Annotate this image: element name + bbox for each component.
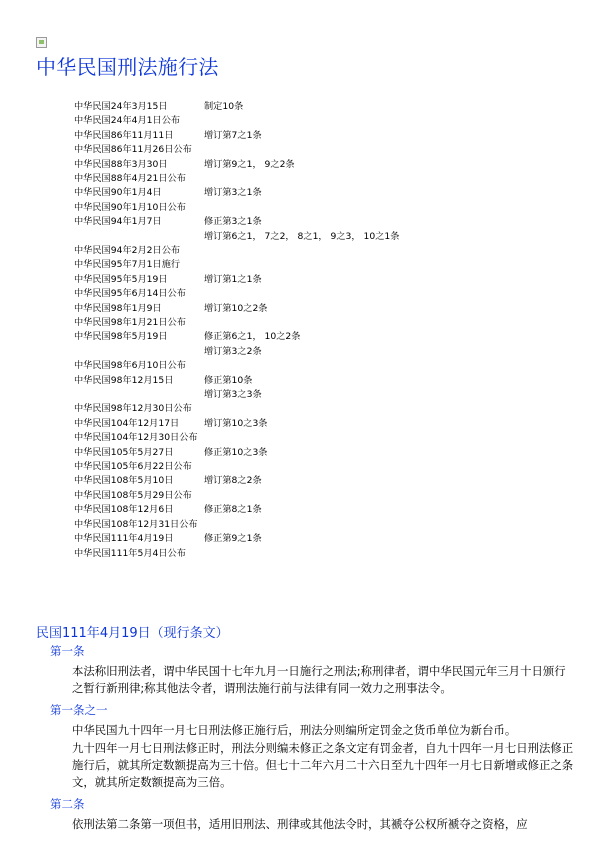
history-change-line: 修正第8之1条 — [204, 504, 262, 516]
article-title: 第二条 — [50, 797, 85, 811]
history-change-line: 修正第9之1条 — [204, 533, 262, 545]
history-row — [74, 503, 554, 517]
history-change-line: 增订第1之1条 — [204, 273, 262, 285]
history-date: 中华民国88年4月21日公布 — [74, 173, 186, 185]
history-date: 中华民国98年1月21日公布 — [74, 317, 186, 329]
history-row — [74, 287, 554, 301]
history-changes — [204, 158, 554, 172]
history-changes — [204, 474, 554, 488]
article-paragraph: 中华民国九十四年一月七日刑法修正施行后，刑法分则编所定罚金之货币单位为新台币。 — [72, 723, 517, 737]
article-body — [72, 663, 575, 697]
article-paragraph: 本法称旧刑法者，谓中华民国十七年九月一日施行之刑法;称刑律者，谓中华民国元年三月十日颁行之暂行新刑律;称其他法令者，谓刑法施行前与法律有同一效力之刑事法令。 — [72, 664, 566, 695]
history-date: 中华民国108年5月10日 — [74, 475, 174, 487]
history-date: 中华民国95年7月1日施行 — [74, 259, 181, 271]
history-changes — [204, 244, 554, 258]
history-changes — [204, 172, 554, 186]
history-row — [74, 532, 554, 546]
history-changes — [204, 446, 554, 460]
history-changes — [204, 460, 554, 474]
history-row — [74, 114, 554, 128]
history-date: 中华民国111年5月4日公布 — [74, 547, 186, 559]
history-date: 中华民国98年6月10日公布 — [74, 360, 186, 372]
history-changes — [204, 518, 554, 532]
history-changes — [204, 143, 554, 157]
article-body — [72, 722, 575, 791]
history-changes — [204, 417, 554, 431]
history-row — [74, 172, 554, 186]
history-row — [74, 129, 554, 143]
history-row — [74, 215, 554, 244]
history-row — [74, 518, 554, 532]
article — [50, 797, 575, 833]
history-row — [74, 547, 554, 561]
history-change-line: 制定10条 — [204, 101, 244, 112]
history-row — [74, 201, 554, 215]
history-row — [74, 258, 554, 272]
article — [50, 644, 575, 697]
history-row — [74, 489, 554, 503]
history-row — [74, 273, 554, 287]
history-date: 中华民国90年1月4日 — [74, 187, 162, 199]
history-date: 中华民国90年1月10日公布 — [74, 201, 186, 213]
history-date: 中华民国24年3月15日 — [74, 101, 168, 112]
article-paragraph: 依刑法第二条第一项但书，适用旧刑法、刑律或其他法令时，其褫夺公权所褫夺之资格，应 — [72, 817, 528, 831]
history-date: 中华民国94年1月7日 — [74, 216, 162, 228]
history-date: 中华民国105年5月27日 — [74, 446, 174, 458]
history-row — [74, 474, 554, 488]
history-date: 中华民国95年6月14日公布 — [74, 288, 186, 300]
history-date: 中华民国104年12月17日 — [74, 417, 180, 429]
article-list — [50, 644, 575, 839]
history-date: 中华民国98年12月15日 — [74, 374, 174, 386]
history-date: 中华民国94年2月2日公布 — [74, 245, 181, 257]
history-changes — [204, 402, 554, 416]
history-changes — [204, 114, 554, 128]
history-change-line: 增订第3之3条 — [204, 389, 262, 401]
history-date: 中华民国111年4月19日 — [74, 533, 174, 545]
history-date: 中华民国24年4月1日公布 — [74, 115, 181, 127]
history-row — [74, 330, 554, 359]
article-title: 第一条 — [50, 644, 85, 658]
history-changes — [204, 359, 554, 373]
history-date: 中华民国108年5月29日公布 — [74, 489, 192, 501]
history-change-line: 修正第6之1， 10之2条 — [204, 331, 301, 343]
history-date: 中华民国88年3月30日 — [74, 158, 168, 170]
history-change-line: 修正第3之1条 — [204, 216, 262, 228]
history-row — [74, 244, 554, 258]
history-changes — [204, 532, 554, 546]
history-date: 中华民国86年11月26日公布 — [74, 144, 192, 156]
history-changes — [204, 316, 554, 330]
history-change-line: 增订第8之2条 — [204, 475, 262, 487]
history-changes — [204, 273, 554, 287]
page-title: 中华民国刑法施行法 — [36, 55, 219, 79]
history-row — [74, 359, 554, 373]
article-paragraph: 九十四年一月七日刑法修正时，刑法分则编未修正之条文定有罚金者，自九十四年一月七日刑法修正施行后，就其所定数额提高为三十倍。但七十二年六月二十六日至九十四年一月七日新增或修正之条文，就其所定数额提高为三倍。 — [72, 741, 574, 789]
history-changes — [204, 547, 554, 561]
history-changes — [204, 201, 554, 215]
history-row — [74, 186, 554, 200]
history-change-line: 修正第10条 — [204, 374, 253, 386]
history-change-line: 增订第10之3条 — [204, 417, 268, 429]
history-date: 中华民国108年12月6日 — [74, 504, 174, 516]
history-changes — [204, 100, 554, 114]
history-changes — [204, 186, 554, 200]
history-date: 中华民国98年5月19日 — [74, 331, 168, 343]
history-row — [74, 431, 554, 445]
history-change-line: 增订第9之1， 9之2条 — [204, 158, 295, 170]
history-row — [74, 460, 554, 474]
history-date: 中华民国86年11月11日 — [74, 129, 174, 141]
article-body — [72, 816, 575, 833]
history-changes — [204, 287, 554, 301]
history-row — [74, 374, 554, 403]
history-date: 中华民国98年1月9日 — [74, 302, 162, 314]
article — [50, 703, 575, 791]
history-row — [74, 316, 554, 330]
history-changes — [204, 330, 554, 359]
current-version-heading: 民国111年4月19日（现行条文） — [36, 626, 229, 641]
history-row — [74, 417, 554, 431]
history-row — [74, 100, 554, 114]
history-date: 中华民国105年6月22日公布 — [74, 461, 192, 473]
history-row — [74, 158, 554, 172]
history-changes — [204, 129, 554, 143]
history-row — [74, 143, 554, 157]
history-changes — [204, 258, 554, 272]
history-date: 中华民国98年12月30日公布 — [74, 403, 192, 415]
history-changes — [204, 215, 554, 244]
history-changes — [204, 431, 554, 445]
history-change-line: 增订第3之1条 — [204, 187, 262, 199]
article-title: 第一条之一 — [50, 703, 108, 717]
history-changes — [204, 503, 554, 517]
amendment-history — [74, 100, 554, 561]
history-changes — [204, 302, 554, 316]
history-change-line: 增订第6之1， 7之2， 8之1， 9之3， 10之1条 — [204, 230, 400, 242]
history-row — [74, 402, 554, 416]
history-change-line: 修正第10之3条 — [204, 446, 268, 458]
history-row — [74, 446, 554, 460]
history-row — [74, 302, 554, 316]
broken-image-icon — [36, 37, 47, 48]
history-changes — [204, 374, 554, 403]
history-changes — [204, 489, 554, 503]
history-date: 中华民国104年12月30日公布 — [74, 432, 198, 444]
history-date: 中华民国108年12月31日公布 — [74, 518, 198, 530]
history-date: 中华民国95年5月19日 — [74, 273, 168, 285]
history-change-line: 增订第3之2条 — [204, 345, 262, 357]
history-change-line: 增订第10之2条 — [204, 302, 268, 314]
history-change-line: 增订第7之1条 — [204, 129, 262, 141]
